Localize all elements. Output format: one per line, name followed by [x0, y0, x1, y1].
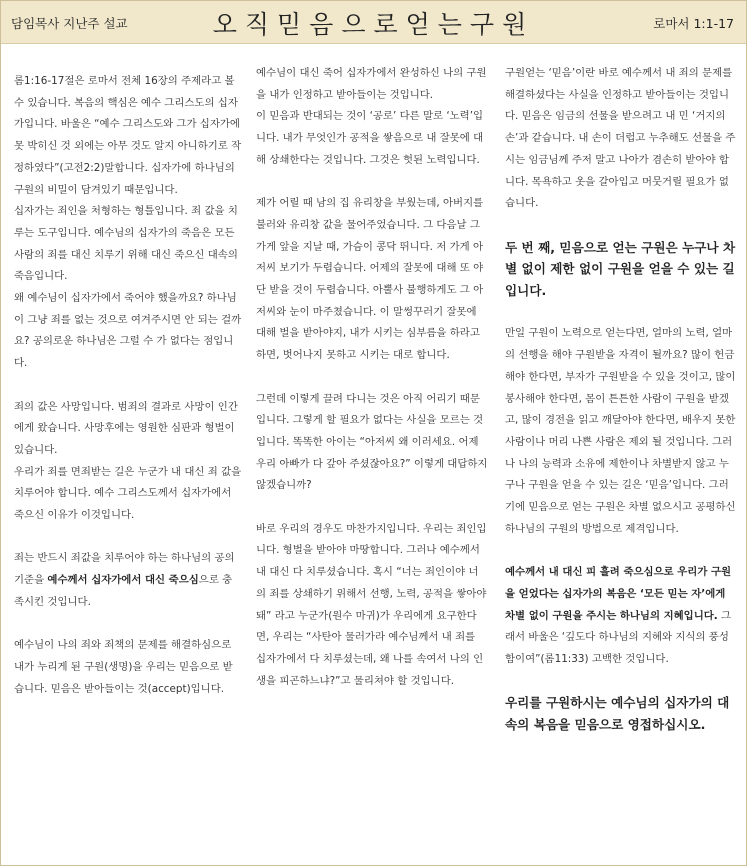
paragraph: 예수님이 대신 죽어 십자가에서 완성하신 나의 구원을 내가 인정하고 받아들이는 것입니다.: [256, 67, 487, 101]
paragraph: 구원얻는 ‘믿음’이란 바로 예수께서 내 죄의 문제를 해결하셨다는 사실을 인정하고 받아들이는 것입니다. 믿음은 임금의 선물을 받으려고 내 민 ‘거지의 손’과 같습니다. 내 손이 더럽고 누추해도 선물을 주시는 임금님께 주저 말고 나아가 겸손히 받아야 합니다. 목욕하고 옷을 갈아입고 머뭇거릴 필요가 없습니다.: [505, 67, 736, 210]
paragraph: 왜 예수님이 십자가에서 죽어야 했을까요? 하나님이 그냥 죄를 없는 것으로 여겨주시면 안 되는 걸까요? 공의로운 하나님은 그럴 수 가 없다는 점입니다.: [14, 292, 242, 370]
text-run: 그래서 바울은 ‘깊도다 하나님의 지혜와 지식의 풍성함이여”(롬11:33) 고백한 것입니다.: [505, 609, 732, 665]
column-2: [256, 63, 488, 714]
paragraph: 만일 구원이 노력으로 얻는다면, 얼마의 노력, 얼마의 선행을 해야 구원받을 자격이 될까요? 많이 헌금해야 한다면, 부자가 구원받을 수 있을 것이고, 많이 봉사해야 한다면, 몸이 튼튼한 사람이 구원을 받겠고, 많이 경전을 읽고 깨달아야 한다면, 배우지 못한 사람이나 머리 나쁜 사람은 제외 될 것입니다. 그러나 나의 능력과 소유에 제한이나 차별받지 않고 누구나 구원을 얻을 수 있는 길은 ‘믿음’입니다. 그러기에 믿음으로 얻는 구원은 차별 없으시고 공평하신 하나님의 구원의 방법으로 제격입니다.: [505, 327, 736, 535]
column-3: [505, 63, 737, 757]
paragraph: [14, 548, 242, 613]
closing-exhortation: 우리를 구원하시는 예수님의 십자가의 대속의 복음을 믿음으로 영접하십시오.: [505, 695, 730, 733]
paragraph: 십자가는 죄인을 처형하는 형틀입니다. 죄 값을 치루는 도구입니다. 예수님의 십자가의 죽음은 모든 사람의 죄를 대신 치루기 위해 대신 죽으신 대속의 죽음입니다.: [14, 205, 238, 283]
paragraph: 롬1:16-17절은 로마서 전체 16장의 주제라고 볼 수 있습니다. 복음의 핵심은 예수 그리스도의 십자가입니다. 바울은 “예수 그리스도와 그가 십자가에 못 박히신 것 외에는 아무 것도 알지 아니하기로 작정하였다”(고전2:2)말합니다. 십자가에 하나님의 구원의 비밀이 담겨있기 때문입니다.: [14, 75, 242, 196]
emphasis-text: 예수께서 십자가에서 대신 죽으심: [47, 574, 199, 587]
column-1: [14, 63, 242, 722]
text-run: 죄는 반드시 죄값을 치루어야 하는 하나님의 공의 기준을: [14, 552, 235, 587]
paragraph: 제가 어릴 때 남의 집 유리창을 부웠는데, 아버지를 불러와 유리창 값을 물어주었습니다. 그 다음날 그 가게 앞을 지날 때, 가슴이 콩닥 뛰니다. 저 가게 아저씨 보기가 두렵습니다. 어제의 잘못에 대해 또 야단 받을 것이 두렵습니다. 아뿔사 불행하게도 그 아저씨와 눈이 마주쳤습니다. 이 말썽꾸러기 잘못에 대해 벌을 받아야지, 내가 시키는 심부름을 하라고 하면, 벗어나지 못하고 시키는 대로 합니다.: [256, 197, 484, 362]
emphasis-text: 예수께서 내 대신 피 흘려 죽으심으로 우리가 구원을 얻었다는 십자가의 복음은 ‘모든 믿는 자’에게 차별 없이 구원을 주시는 하나님의 지혜입니다.: [505, 566, 732, 622]
paragraph: 바로 우리의 경우도 마찬가지입니다. 우리는 죄인입니다. 형벌을 받아야 마땅합니다. 그러나 예수께서 내 대신 다 치루셨습니다. 혹시 “너는 죄인이야 너의 죄를 상쇄하기 위해서 선행, 노력, 공적을 쌓아야 돼” 라고 누군가(원수 마귀)가 우리에게 요구한다면, 우리는 “사탄아 물러가라 예수님께서 내 죄를 십자가에서 다 치루셨는데, 왜 나를 속여서 나의 인생을 피곤하느냐?”고 물리쳐야 할 것입니다.: [256, 522, 487, 687]
header-banner: [1, 1, 746, 44]
paragraph: [505, 562, 737, 671]
scripture-reference: 로마서 1:1-17: [653, 16, 734, 31]
section-label: 담임목사 지난주 설교: [11, 16, 128, 31]
paragraph: 죄의 값은 사망입니다. 범죄의 결과로 사망이 인간에게 왔습니다. 사망후에는 영원한 심판과 형벌이 있습니다.: [14, 400, 238, 456]
paragraph: 우리가 죄를 면죄받는 길은 누군가 내 대신 죄 값을 치루어야 합니다. 예수 그리스도께서 십자가에서 죽으신 이유가 이것입니다.: [14, 465, 242, 522]
sermon-title: 오직믿음으로얻는구원: [212, 10, 535, 39]
text-run: 으로 충족시킨 것입니다.: [14, 574, 233, 608]
paragraph: 이 믿음과 반대되는 것이 ‘공로’ 다른 말로 ‘노력’입니다. 내가 무엇인가 공적을 쌓음으로 내 잘못에 대해 상쇄한다는 것입니다. 그것은 헛된 노력입니다.: [256, 110, 484, 166]
paragraph: 그런데 이렇게 끌려 다니는 것은 아직 어리기 때문입니다. 그렇게 할 필요가 없다는 사실을 모르는 것입니다. 똑똑한 아이는 “아저씨 왜 이러세요. 어제 우리 아빠가 다 갚아 주셨잖아요?” 이렇게 대답하지 않겠습니까?: [256, 392, 488, 492]
paragraph: 예수님이 나의 죄와 죄책의 문제를 해결하심으로 내가 누리게 된 구원(생명)을 우리는 믿음으로 받습니다. 믿음은 받아들이는 것(accept)입니다.: [14, 639, 233, 695]
key-point-heading: 두 번 째, 믿음으로 얻는 구원은 누구나 차별 없이 제한 없이 구원을 얻을 수 있는 길입니다.: [505, 239, 736, 299]
